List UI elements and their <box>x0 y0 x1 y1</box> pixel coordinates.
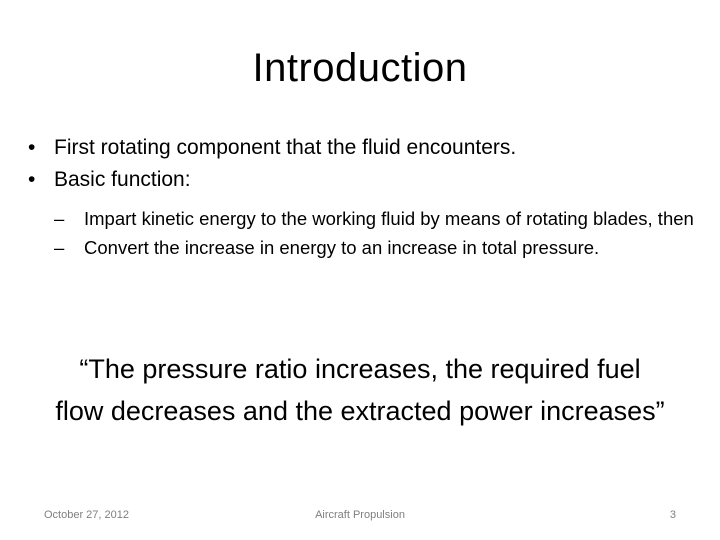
sub-bullet-text: Impart kinetic energy to the working fluid by means of rotating blades, then <box>84 208 694 229</box>
bullet-text: Basic function: <box>54 168 191 191</box>
bullet-text: First rotating component that the fluid encounters. <box>54 136 517 159</box>
quote <box>0 348 720 432</box>
bullet-item <box>28 164 698 262</box>
quote-line: flow decreases and the extracted power increases” <box>55 396 665 426</box>
sub-bullet-marker: – <box>54 237 65 258</box>
footer-title: Aircraft Propulsion <box>315 509 405 521</box>
sub-bullet-item <box>54 233 714 262</box>
sub-bullet-marker: – <box>54 208 65 229</box>
footer-date: October 27, 2012 <box>44 509 130 521</box>
quote-line: “The pressure ratio increases, the required fuel <box>79 354 641 384</box>
sub-bullet-list <box>54 204 698 262</box>
bullet-marker: • <box>28 168 36 191</box>
sub-bullet-text: Convert the increase in energy to an increase in total pressure. <box>84 237 600 258</box>
bullet-list <box>28 132 698 262</box>
slide-title: Introduction <box>252 46 468 90</box>
sub-bullet-item <box>54 204 714 233</box>
bullet-marker: • <box>28 136 36 159</box>
page-number: 3 <box>669 509 676 521</box>
bullet-item <box>28 132 698 164</box>
